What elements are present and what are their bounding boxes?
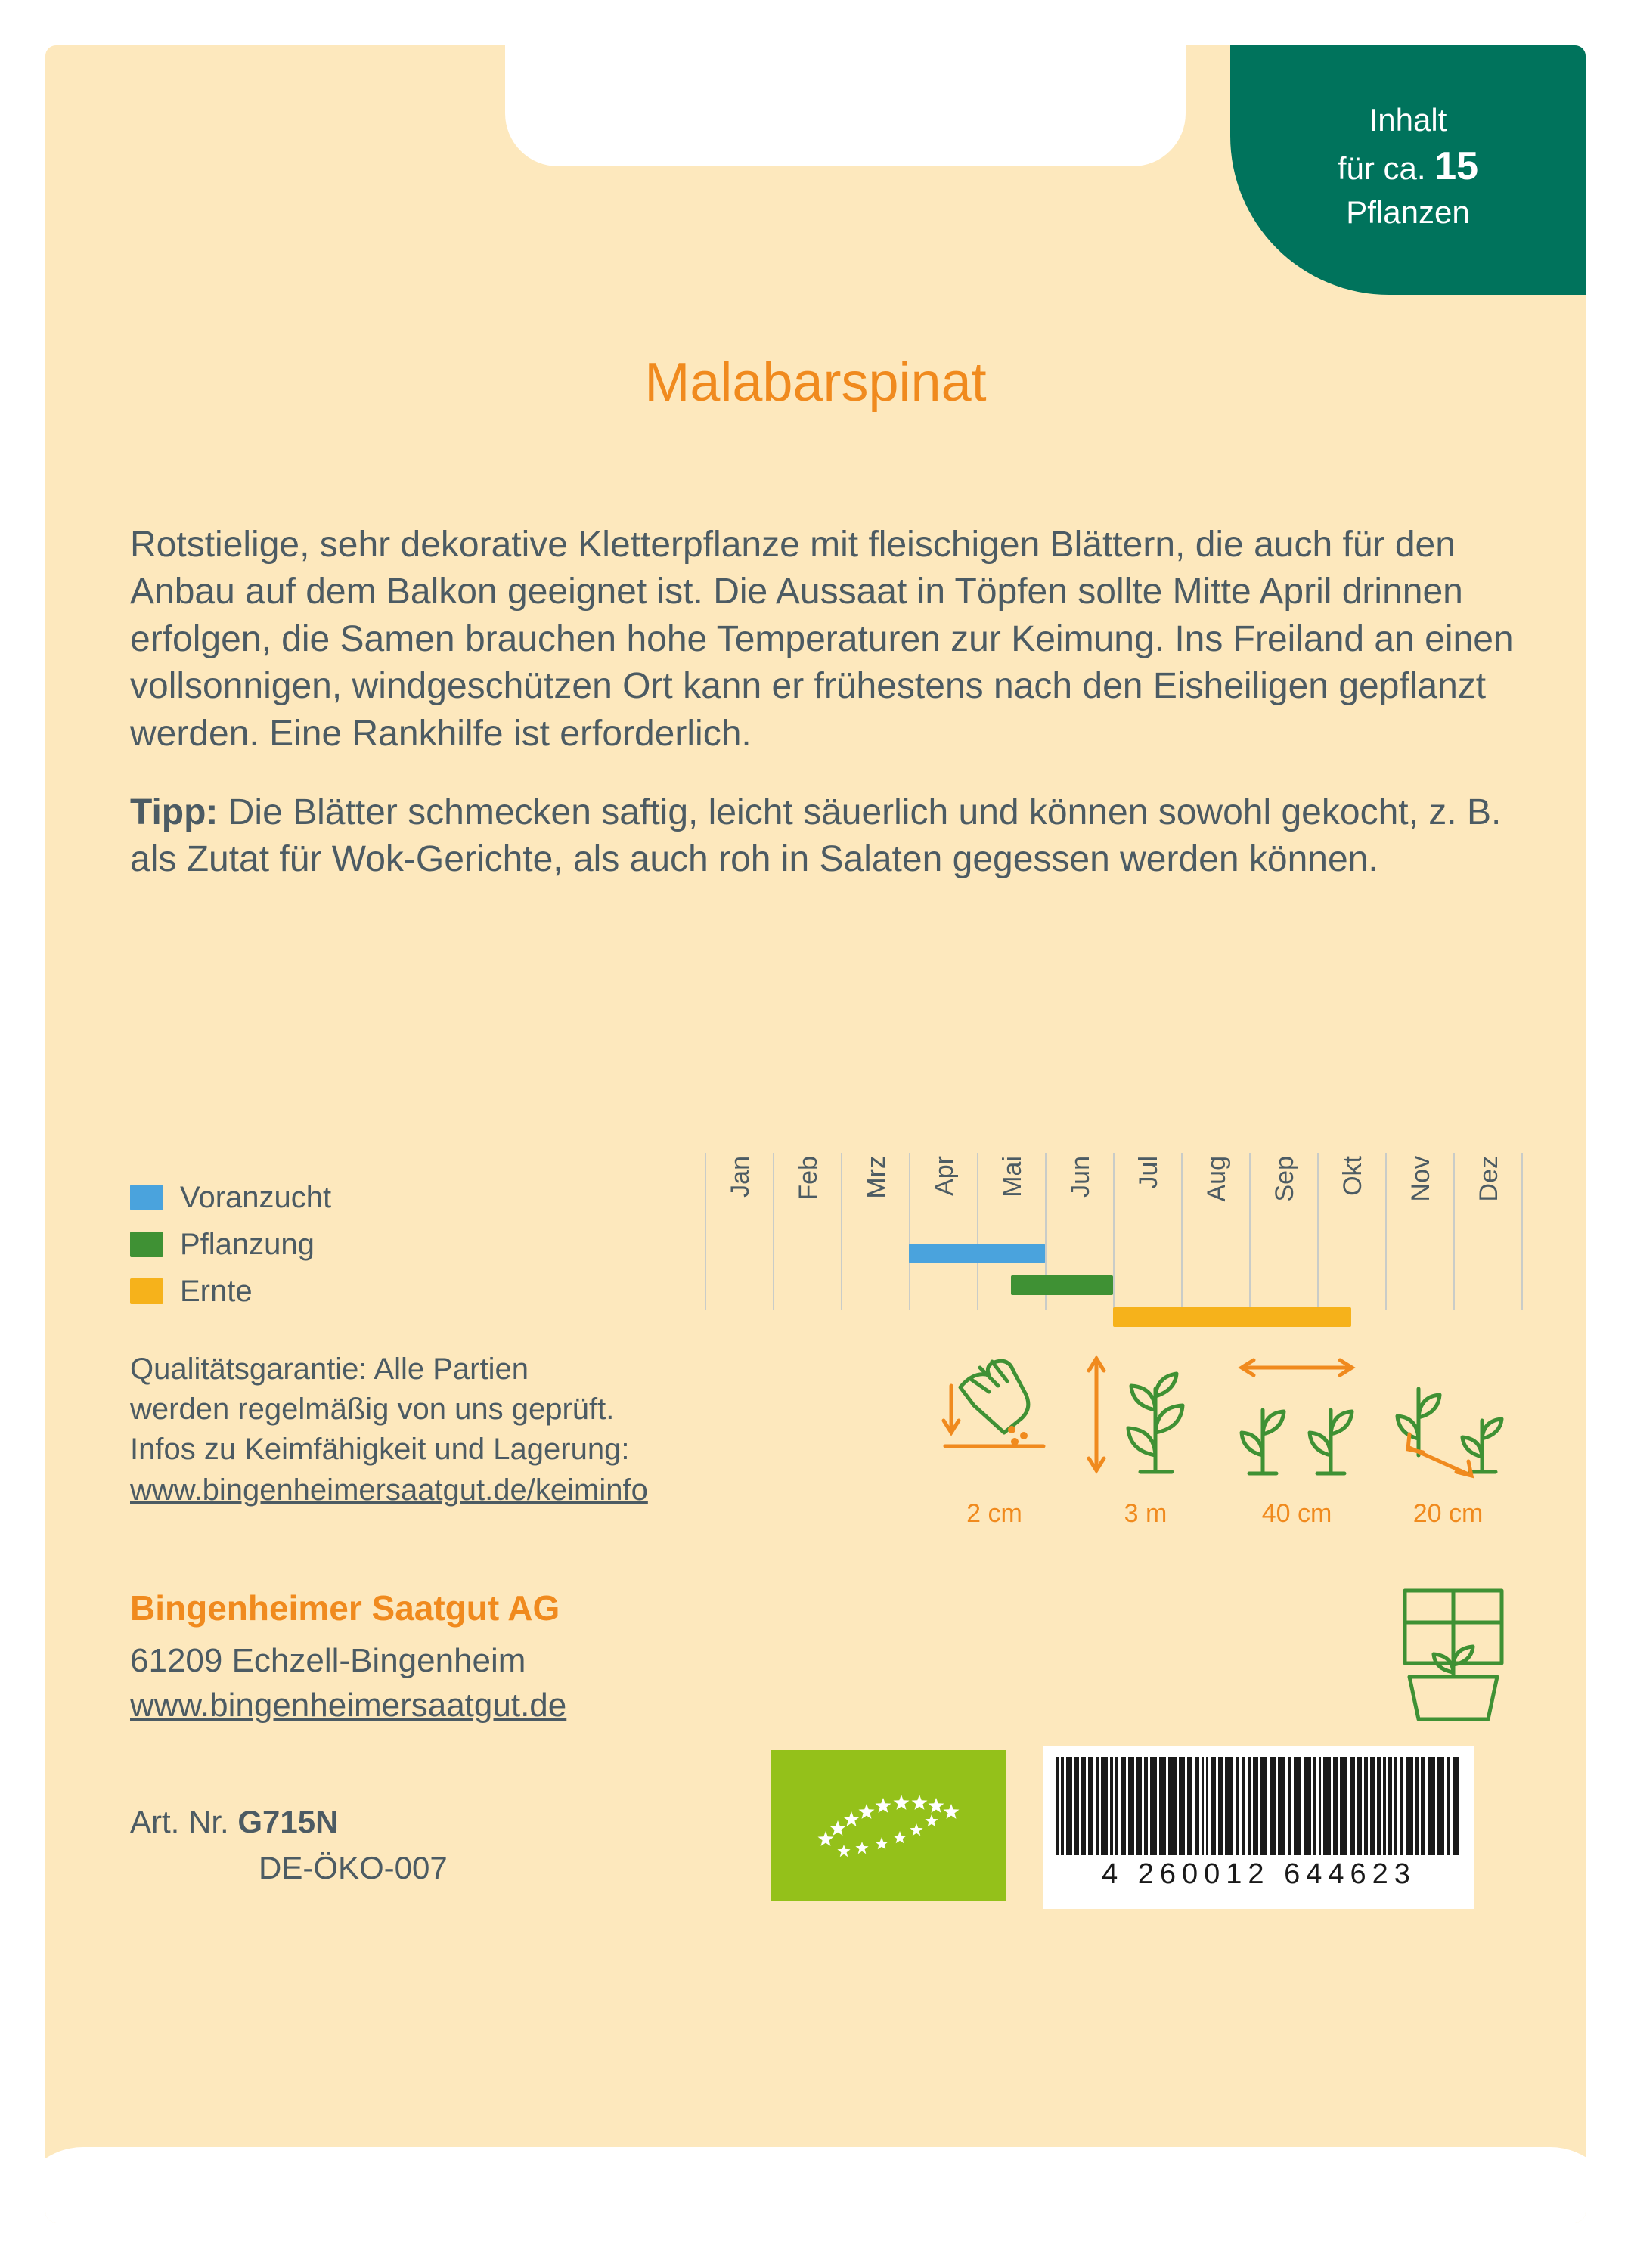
star-icon bbox=[912, 1795, 928, 1810]
barcode-bar bbox=[1304, 1757, 1311, 1855]
calendar-bar-ernte bbox=[1113, 1307, 1351, 1327]
month-label: Nov bbox=[1406, 1156, 1435, 1202]
barcode-bar bbox=[1150, 1757, 1157, 1855]
barcode-bar bbox=[1313, 1757, 1316, 1855]
legend-item-ernte bbox=[130, 1268, 331, 1315]
barcode-bar bbox=[1248, 1757, 1251, 1855]
barcode-bar bbox=[1288, 1757, 1291, 1855]
legend-label: Pflanzung bbox=[180, 1227, 315, 1261]
month-separator bbox=[909, 1153, 910, 1310]
quality-guarantee bbox=[130, 1349, 909, 1510]
barcode-bar bbox=[1421, 1757, 1425, 1855]
banner-count: 15 bbox=[1434, 144, 1479, 188]
star-icon bbox=[894, 1795, 910, 1810]
seed-packet bbox=[45, 45, 1586, 2223]
star-icon bbox=[855, 1842, 868, 1854]
star-icon bbox=[837, 1845, 850, 1857]
star-icon bbox=[925, 1814, 938, 1826]
barcode-bar bbox=[1110, 1757, 1113, 1855]
barcode-bars bbox=[1056, 1757, 1462, 1855]
barcode-bar bbox=[1333, 1757, 1338, 1855]
plant-spacing-icon bbox=[1376, 1342, 1520, 1528]
company-website-link[interactable]: www.bingenheimersaatgut.de bbox=[130, 1686, 567, 1724]
growing-pictograms bbox=[922, 1342, 1543, 1538]
barcode-bar bbox=[1061, 1757, 1064, 1855]
barcode-bar bbox=[1168, 1757, 1177, 1855]
tip-paragraph bbox=[130, 789, 1521, 884]
balcony-pot-icon bbox=[1384, 1580, 1527, 1731]
barcode-bar bbox=[1294, 1757, 1301, 1855]
barcode-bar bbox=[1428, 1757, 1435, 1855]
month-separator bbox=[773, 1153, 774, 1310]
barcode-bar bbox=[1128, 1757, 1134, 1855]
barcode-bar bbox=[1242, 1757, 1245, 1855]
legend-label: Ernte bbox=[180, 1274, 253, 1308]
barcode-bar bbox=[1364, 1757, 1368, 1855]
month-separator bbox=[1249, 1153, 1251, 1310]
banner-prefix: für ca. bbox=[1337, 150, 1435, 186]
barcode-bar bbox=[1159, 1757, 1166, 1855]
bottom-notch bbox=[45, 2147, 1586, 2223]
month-label: Apr bbox=[930, 1156, 959, 1196]
month-label: Aug bbox=[1202, 1156, 1231, 1202]
content-banner bbox=[1230, 45, 1586, 295]
keiminfo-link[interactable]: www.bingenheimersaatgut.de/keiminfo bbox=[130, 1473, 648, 1507]
barcode-number: 4 260012 644623 bbox=[1102, 1858, 1416, 1890]
month-label: Mai bbox=[998, 1156, 1027, 1198]
barcode-bar bbox=[1394, 1757, 1397, 1855]
month-separator bbox=[1113, 1153, 1115, 1310]
barcode-bar bbox=[1447, 1757, 1450, 1855]
barcode-bar bbox=[1319, 1757, 1321, 1855]
star-icon bbox=[876, 1798, 891, 1813]
legend-swatch-icon bbox=[130, 1232, 163, 1257]
company-address-block bbox=[130, 1639, 566, 1727]
barcode-bar bbox=[1357, 1757, 1362, 1855]
legend-swatch-icon bbox=[130, 1278, 163, 1304]
barcode-bar bbox=[1253, 1757, 1258, 1855]
star-icon bbox=[844, 1811, 860, 1826]
month-separator bbox=[705, 1153, 706, 1310]
month-separator bbox=[1181, 1153, 1183, 1310]
banner-line3: Pflanzen bbox=[1346, 194, 1470, 231]
barcode-bar bbox=[1278, 1757, 1285, 1855]
barcode-bar bbox=[1056, 1757, 1059, 1855]
barcode-bar bbox=[1400, 1757, 1403, 1855]
month-separator bbox=[1521, 1153, 1523, 1310]
plant-height-icon bbox=[1074, 1342, 1217, 1528]
barcode-bar bbox=[1406, 1757, 1413, 1855]
month-label: Mrz bbox=[862, 1156, 891, 1199]
star-icon bbox=[929, 1798, 944, 1813]
row-spacing-icon bbox=[1225, 1342, 1369, 1528]
month-label: Okt bbox=[1338, 1156, 1367, 1196]
month-label: Dez bbox=[1474, 1156, 1503, 1202]
barcode-bar bbox=[1096, 1757, 1099, 1855]
legend-label: Voranzucht bbox=[180, 1180, 332, 1214]
barcode-bar bbox=[1074, 1757, 1079, 1855]
month-label: Jan bbox=[726, 1156, 755, 1198]
barcode-bar bbox=[1218, 1757, 1223, 1855]
barcode-bar bbox=[1323, 1757, 1331, 1855]
calendar-months bbox=[705, 1145, 1521, 1342]
month-label: Feb bbox=[794, 1156, 823, 1201]
barcode-bar bbox=[1115, 1757, 1118, 1855]
legend-swatch-icon bbox=[130, 1185, 163, 1210]
barcode-bar bbox=[1179, 1757, 1185, 1855]
banner-line1: Inhalt bbox=[1369, 102, 1447, 138]
month-label: Jul bbox=[1134, 1156, 1163, 1189]
barcode-bar bbox=[1101, 1757, 1108, 1855]
banner-line2 bbox=[1230, 141, 1586, 193]
barcode-bar bbox=[1388, 1757, 1392, 1855]
barcode-bar bbox=[1088, 1757, 1093, 1855]
barcode-bar bbox=[1144, 1757, 1148, 1855]
legend-item-voranzucht bbox=[130, 1174, 331, 1221]
month-separator bbox=[1385, 1153, 1387, 1310]
barcode-bar bbox=[1377, 1757, 1381, 1855]
calendar-legend bbox=[130, 1174, 331, 1315]
barcode-bar bbox=[1136, 1757, 1142, 1855]
quality-line-1: Qualitätsgarantie: Alle Partien bbox=[130, 1352, 529, 1386]
article-label: Art. Nr. bbox=[130, 1804, 238, 1839]
tip-text: Die Blätter schmecken saftig, leicht säuerlich und können sowohl gekocht, z. B. als Zutat für Wok-Gerichte, als auch roh in Salaten gegessen werden können. bbox=[130, 792, 1502, 880]
eco-code: DE-ÖKO-007 bbox=[259, 1849, 448, 1885]
barcode-bar bbox=[1211, 1757, 1216, 1855]
article-number: G715N bbox=[237, 1804, 339, 1839]
sowing-calendar bbox=[130, 1145, 1521, 1342]
star-icon bbox=[893, 1831, 906, 1843]
barcode-bar bbox=[1195, 1757, 1199, 1855]
sowing-depth-caption: 2 cm bbox=[966, 1499, 1022, 1528]
company-address: 61209 Echzell-Bingenheim bbox=[130, 1642, 526, 1679]
barcode-bar bbox=[1260, 1757, 1267, 1855]
tip-label: Tipp: bbox=[130, 792, 219, 832]
month-label: Sep bbox=[1270, 1156, 1299, 1202]
star-icon bbox=[859, 1804, 875, 1819]
quality-line-3: Infos zu Keimfähigkeit und Lagerung: bbox=[130, 1433, 630, 1467]
month-separator bbox=[841, 1153, 842, 1310]
quality-line-2: werden regelmäßig von uns geprüft. bbox=[130, 1393, 615, 1427]
star-icon bbox=[875, 1837, 888, 1849]
calendar-bar-pflanzung bbox=[1011, 1275, 1113, 1295]
barcode-bar bbox=[1350, 1757, 1355, 1855]
star-icon bbox=[944, 1804, 960, 1819]
barcode-bar bbox=[1206, 1757, 1208, 1855]
barcode-bar bbox=[1236, 1757, 1239, 1855]
legend-item-pflanzung bbox=[130, 1221, 331, 1268]
description-text: Rotstielige, sehr dekorative Kletterpflanze mit fleischigen Blättern, die auch für den Anbau auf dem Balkon geeignet ist. Die Aussaat in Töpfen sollte Mitte April drinnen erfolgen, die Samen brauchen hohe Temperaturen zur Keimung. Ins Freiland an einen vollsonnigen, windgeschützen Ort kann er frühestens nach den Eisheiligen gepflanzt werden. Eine Rankhilfe ist erforderlich. bbox=[130, 525, 1514, 754]
month-separator bbox=[1317, 1153, 1319, 1310]
star-icon bbox=[818, 1831, 834, 1846]
description-block bbox=[130, 522, 1521, 916]
barcode bbox=[1043, 1746, 1474, 1909]
row-spacing-caption: 40 cm bbox=[1261, 1499, 1332, 1528]
calendar-bar-voranzucht bbox=[909, 1244, 1045, 1263]
sowing-depth-icon bbox=[922, 1342, 1066, 1528]
plant-spacing-caption: 20 cm bbox=[1412, 1499, 1484, 1528]
page-title: Malabarspinat bbox=[644, 352, 987, 413]
barcode-bar bbox=[1370, 1757, 1375, 1855]
barcode-bar bbox=[1066, 1757, 1072, 1855]
barcode-bar bbox=[1225, 1757, 1233, 1855]
eu-organic-logo-icon bbox=[771, 1750, 1006, 1901]
barcode-bar bbox=[1270, 1757, 1276, 1855]
barcode-bar bbox=[1187, 1757, 1192, 1855]
barcode-bar bbox=[1121, 1757, 1126, 1855]
barcode-bar bbox=[1081, 1757, 1086, 1855]
barcode-bar bbox=[1202, 1757, 1204, 1855]
hang-hole-notch bbox=[505, 45, 1186, 166]
barcode-bar bbox=[1340, 1757, 1347, 1855]
plant-height-caption: 3 m bbox=[1124, 1499, 1167, 1528]
star-icon bbox=[910, 1823, 922, 1836]
company-name: Bingenheimer Saatgut AG bbox=[130, 1588, 560, 1628]
barcode-bar bbox=[1453, 1757, 1459, 1855]
month-separator bbox=[977, 1153, 978, 1310]
month-label: Jun bbox=[1066, 1156, 1095, 1198]
barcode-bar bbox=[1437, 1757, 1444, 1855]
barcode-bar bbox=[1415, 1757, 1419, 1855]
month-separator bbox=[1453, 1153, 1455, 1310]
barcode-bar bbox=[1383, 1757, 1386, 1855]
star-icon bbox=[830, 1820, 846, 1836]
article-block bbox=[130, 1799, 448, 1892]
